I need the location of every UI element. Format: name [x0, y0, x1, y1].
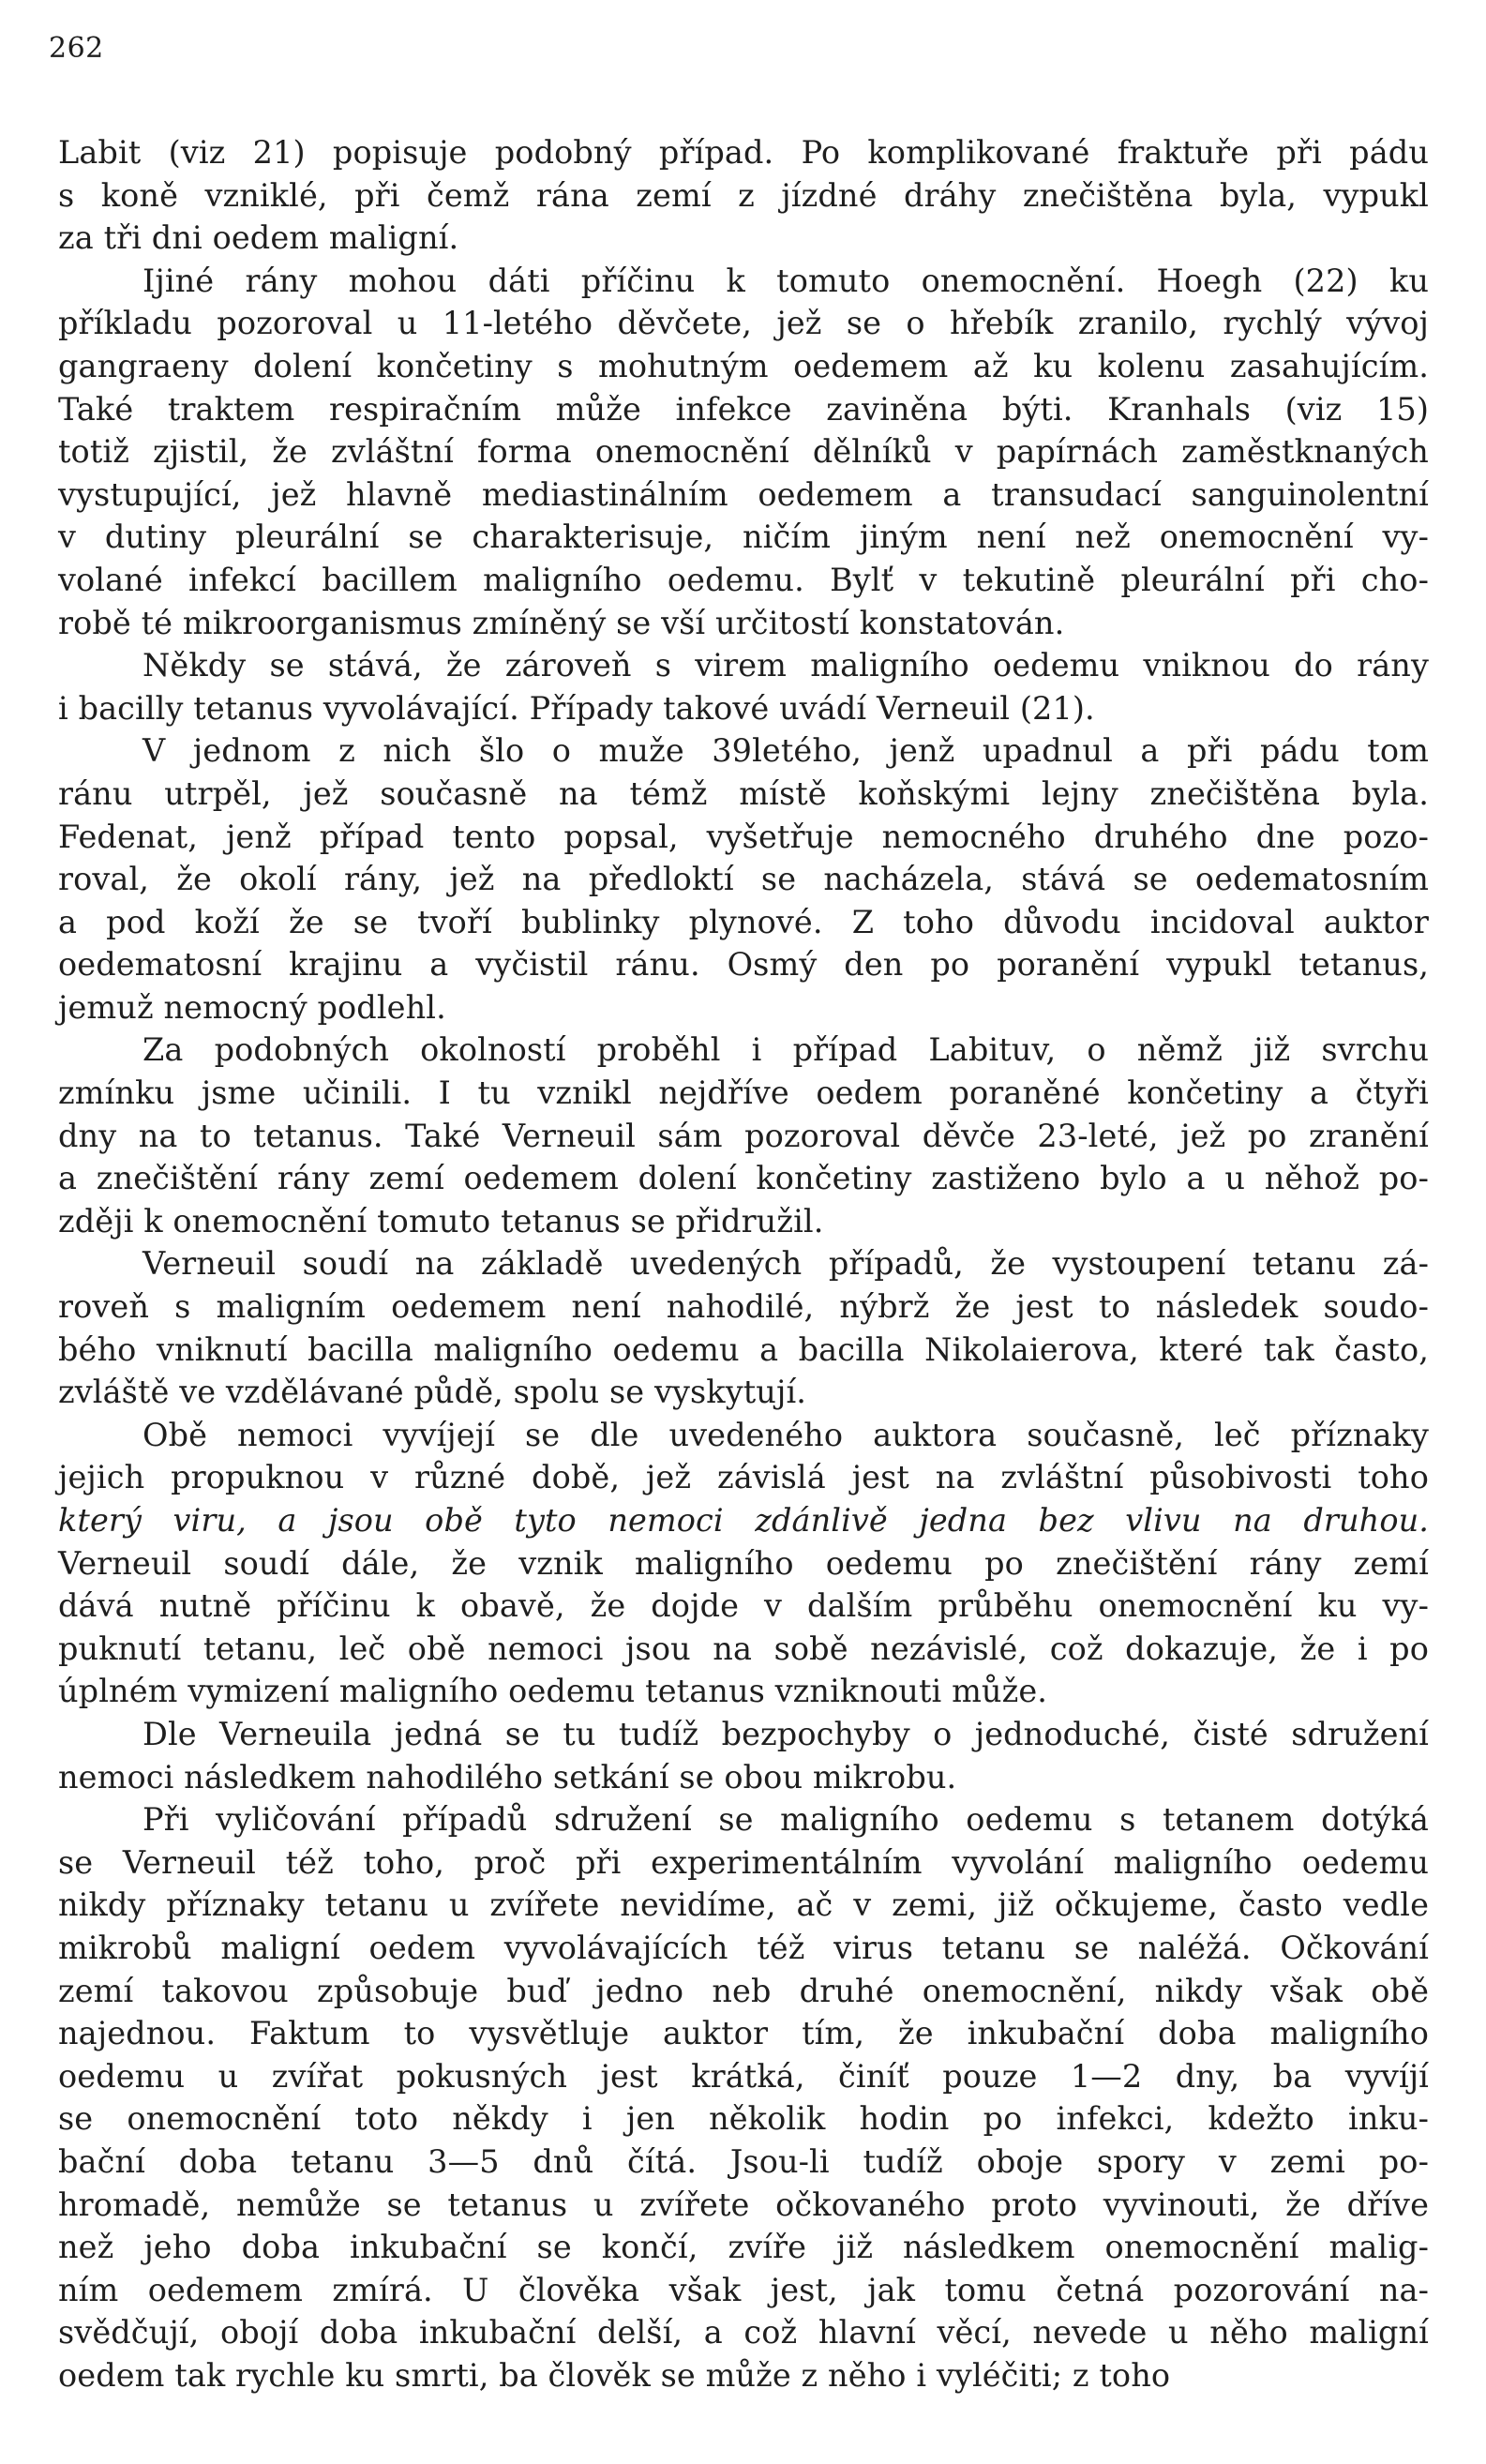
- text-line: jejich propuknou v různé době, jež závislá jest na zvláštní působivosti toho: [58, 1459, 1429, 1496]
- text-line: hromadě, nemůže se tetanus u zvířete očkovaného proto vyvinouti, že dříve: [58, 2186, 1429, 2223]
- text-line: Někdy se stává, že zároveň s virem maligního oedemu vniknou do rány: [143, 647, 1429, 684]
- text-line: jemuž nemocný podlehl.: [58, 988, 446, 1026]
- text-line: bého vniknutí bacilla maligního oedemu a bacilla Nikolaierova, které tak často,: [58, 1330, 1429, 1368]
- text-line: s koně vzniklé, při čemž rána zemí z jízdné dráhy znečištěna byla, vypukl: [58, 176, 1429, 214]
- text-line: ránu utrpěl, jež současně na témž místě koňskými lejny znečištěna byla.: [58, 774, 1429, 812]
- text-line: dny na to tetanus. Také Verneuil sám pozoroval děvče 23-leté, jež po zranění: [58, 1117, 1429, 1154]
- text-line: i bacilly tetanus vyvolávající. Případy takové uvádí Verneuil (21).: [58, 689, 1095, 727]
- text-line: dává nutně příčinu k obavě, že dojde v dalším průběhu onemocnění ku vy-: [58, 1587, 1429, 1625]
- text-line: V jednom z nich šlo o muže 39letého, jenž upadnul a při pádu tom: [143, 732, 1429, 770]
- text-line: se onemocnění toto někdy i jen několik hodin po infekci, kdežto inku-: [58, 2100, 1429, 2138]
- text-line: roval, že okolí rány, jež na předloktí se nacházela, stává se oedematosním: [58, 861, 1429, 898]
- text-line: roveň s maligním oedemem není nahodilé, nýbrž že jest to následek soudo-: [58, 1288, 1429, 1326]
- text-line: v dutiny pleurální se charakterisuje, ničím jiným není než onemocnění vy-: [58, 518, 1429, 556]
- paragraph: [58, 260, 1429, 644]
- text-line: totiž zjistil, že zvláštní forma onemocnění dělníků v papírnách zaměstknaných: [58, 433, 1429, 471]
- text-line: Fedenat, jenž případ tento popsal, vyšetřuje nemocného druhého dne pozo-: [58, 818, 1429, 855]
- paragraph: [58, 729, 1429, 1029]
- text-line: Ijiné rány mohou dáti příčinu k tomuto onemocnění. Hoegh (22) ku: [143, 262, 1429, 299]
- text-line: Za podobných okolností proběhl i případ Labituv, o němž již svrchu: [143, 1031, 1429, 1069]
- paragraph: [58, 1414, 1429, 1713]
- paragraph: [58, 131, 1429, 260]
- text-line: Dle Verneuila jedná se tu tudíž bezpochyby o jednoduché, čisté sdružení: [143, 1715, 1429, 1752]
- paragraph: [58, 1798, 1429, 2396]
- text-line: bační doba tetanu 3—5 dnů čítá. Jsou-li tudíž oboje spory v zemi po-: [58, 2142, 1429, 2180]
- text-line: svědčují, obojí doba inkubační delší, a což hlavní věcí, nevede u něho maligní: [58, 2314, 1429, 2351]
- text-line: a pod koží že se tvoří bublinky plynové. Z toho důvodu incidoval auktor: [58, 903, 1429, 940]
- text-line: úplném vymizení maligního oedemu tetanus vzniknouti může.: [58, 1673, 1048, 1710]
- text-line: Obě nemoci vyvíjejí se dle uvedeného auktora současně, leč příznaky: [143, 1416, 1429, 1453]
- text-line: za tři dni oedem maligní.: [58, 219, 459, 257]
- text-line: oedemu u zvířat pokusných jest krátká, činíť pouze 1—2 dny, ba vyvíjí: [58, 2057, 1429, 2095]
- text-line: najednou. Faktum to vysvětluje auktor tím, že inkubační doba maligního: [58, 2015, 1429, 2052]
- text-line: mikrobů maligní oedem vyvolávajících též virus tetanu se naléžá. Očkování: [58, 1929, 1429, 1966]
- text-line: oedem tak rychle ku smrti, ba člověk se může z něho i vyléčiti; z toho: [58, 2356, 1171, 2394]
- text-line: Verneuil soudí dále, že vznik maligního oedemu po znečištění rány zemí: [58, 1544, 1429, 1582]
- text-line: příkladu pozoroval u 11-letého děvčete, jež se o hřebík zranilo, rychlý vývoj: [58, 305, 1429, 342]
- text-line: než jeho doba inkubační se končí, zvíře již následkem onemocnění malig-: [58, 2229, 1429, 2266]
- text-line: zvláště ve vzdělávané půdě, spolu se vyskytují.: [58, 1374, 807, 1411]
- text-line: zmínku jsme učinili. I tu vznikl nejdříve oedem poraněné končetiny a čtyři: [58, 1074, 1429, 1112]
- text-line: oedematosní krajinu a vyčistil ránu. Osmý den po poranění vypukl tetanus,: [58, 946, 1429, 984]
- text-line: volané infekcí bacillem maligního oedemu. Bylť v tekutině pleurální při cho-: [58, 561, 1429, 598]
- text-line: Při vyličování případů sdružení se maligního oedemu s tetanem dotýká: [143, 1801, 1429, 1839]
- paragraph: [58, 1029, 1429, 1242]
- page-number: 262: [49, 32, 104, 65]
- paragraph: [58, 1242, 1429, 1413]
- text-line: Labit (viz 21) popisuje podobný případ. Po komplikované fraktuře při pádu: [58, 134, 1429, 171]
- text-line: nemoci následkem nahodilého setkání se obou mikrobu.: [58, 1758, 957, 1795]
- text-line: nikdy příznaky tetanu u zvířete nevidíme, ač v zemi, již očkujeme, často vedle: [58, 1886, 1429, 1924]
- text-line: se Verneuil též toho, proč při experimentálním vyvolání maligního oedemu: [58, 1843, 1429, 1881]
- text-line: a znečištění rány zemí oedemem dolení končetiny zastiženo bylo a u něhož po-: [58, 1160, 1429, 1197]
- paragraph: [58, 1713, 1429, 1798]
- text-line: puknutí tetanu, leč obě nemoci jsou na sobě nezávislé, což dokazuje, že i po: [58, 1630, 1429, 1667]
- document-text: [58, 131, 1429, 2396]
- text-line: ním oedemem zmírá. U člověka však jest, jak tomu četná pozorování na-: [58, 2271, 1429, 2308]
- text-line: Také traktem respiračním může infekce zaviněna býti. Kranhals (viz 15): [58, 390, 1429, 428]
- paragraph: [58, 644, 1429, 729]
- text-line: který viru, a jsou obě tyto nemoci zdánlivě jedna bez vlivu na druhou.: [58, 1502, 1430, 1539]
- text-line: robě té mikroorganismus zmíněný se vší určitostí konstatován.: [58, 604, 1065, 641]
- text-line: gangraeny dolení končetiny s mohutným oedemem až ku kolenu zasahujícím.: [58, 347, 1429, 384]
- text-line: zději k onemocnění tomuto tetanus se přidružil.: [58, 1202, 824, 1240]
- text-line: Verneuil soudí na základě uvedených případů, že vystoupení tetanu zá-: [143, 1245, 1429, 1283]
- text-line: vystupující, jež hlavně mediastinálním oedemem a transudací sanguinolentní: [58, 475, 1429, 513]
- text-line: zemí takovou způsobuje buď jedno neb druhé onemocnění, nikdy však obě: [58, 1972, 1429, 2009]
